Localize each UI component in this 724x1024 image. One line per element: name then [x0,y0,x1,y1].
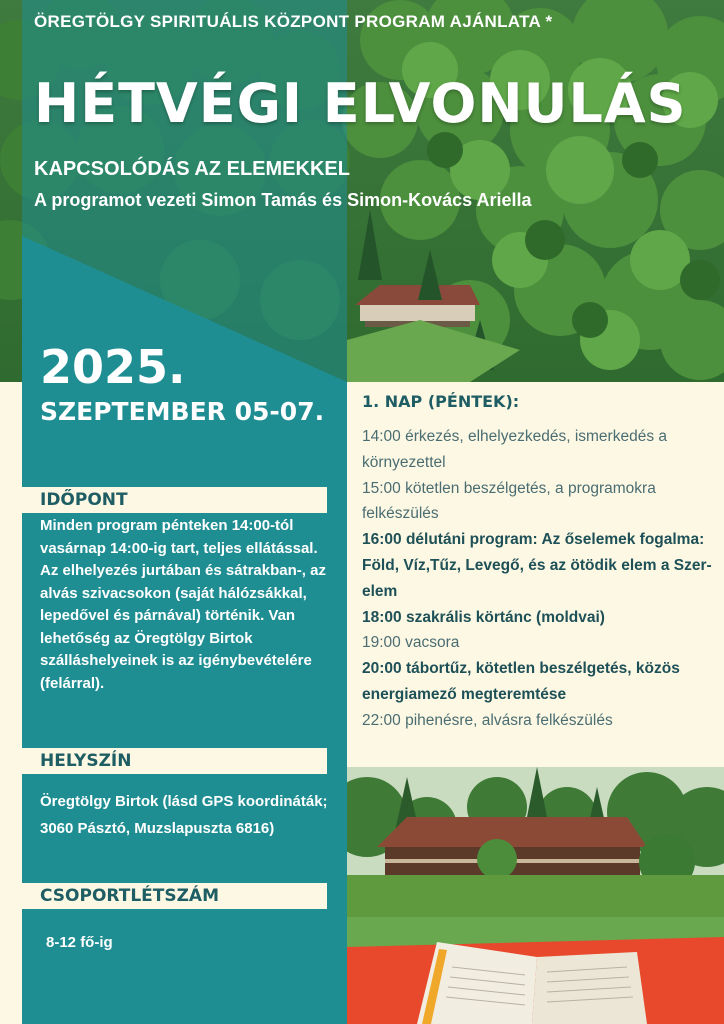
schedule-item: 16:00 délutáni program: Az őselemek fogalma: Föld, Víz,Tűz, Levegő, és az ötödik elem a Szer-elem [362,531,712,600]
schedule-title: 1. NAP (PÉNTEK): [362,392,520,411]
schedule-item: 19:00 vacsora [362,634,460,652]
event-year: 2025. [40,340,186,394]
schedule-list [362,424,712,734]
schedule-item: 14:00 érkezés, elhelyezkedés, ismerkedés a környezettel [362,428,667,471]
schedule-item: 15:00 kötetlen beszélgetés, a programokra felkészülés [362,479,656,523]
schedule-item: 18:00 szakrális körtánc (moldvai) [362,608,605,626]
subtitle: KAPCSOLÓDÁS AZ ELEMEKKEL [34,158,350,180]
schedule-item: 22:00 pihenésre, alvásra felkészülés [362,711,613,729]
section-text-csoport: 8-12 fő-ig [46,934,113,951]
section-heading-csoport: CSOPORTLÉTSZÁM [22,883,327,909]
section-text-idopont: Minden program pénteken 14:00-tól vasárnap 14:00-ig tart, teljes ellátással. Az elhelyezés jurtában és sátrakban-, az alvás szivacsokon (saját hálózsákkal, lepedővel és párnával) történik. Van lehetőség az Öregtölgy Birtok szálláshelyeinek is az igénybevételére (felárral). [40,517,326,692]
lodge-illustration [347,767,724,1024]
lodge-photo [347,767,724,1024]
leaders-line: A programot vezeti Simon Tamás és Simon-Kovács Ariella [34,190,532,210]
left-info-panel [22,382,347,1024]
event-date: SZEPTEMBER 05-07. [40,397,325,426]
section-heading-helyszin: HELYSZÍN [22,748,327,774]
schedule-item: 20:00 tábortűz, kötetlen beszélgetés, közös energiamező megteremtése [362,660,680,703]
section-text-helyszin: Öregtölgy Birtok (lásd GPS koordináták; 3060 Pásztó, Muzslapuszta 6816) [40,793,328,837]
top-label: ÖREGTÖLGY SPIRITUÁLIS KÖZPONT PROGRAM AJÁNLATA * [34,12,553,31]
section-heading-idopont: IDŐPONT [22,487,327,513]
page-title: HÉTVÉGI ELVONULÁS [34,72,687,135]
